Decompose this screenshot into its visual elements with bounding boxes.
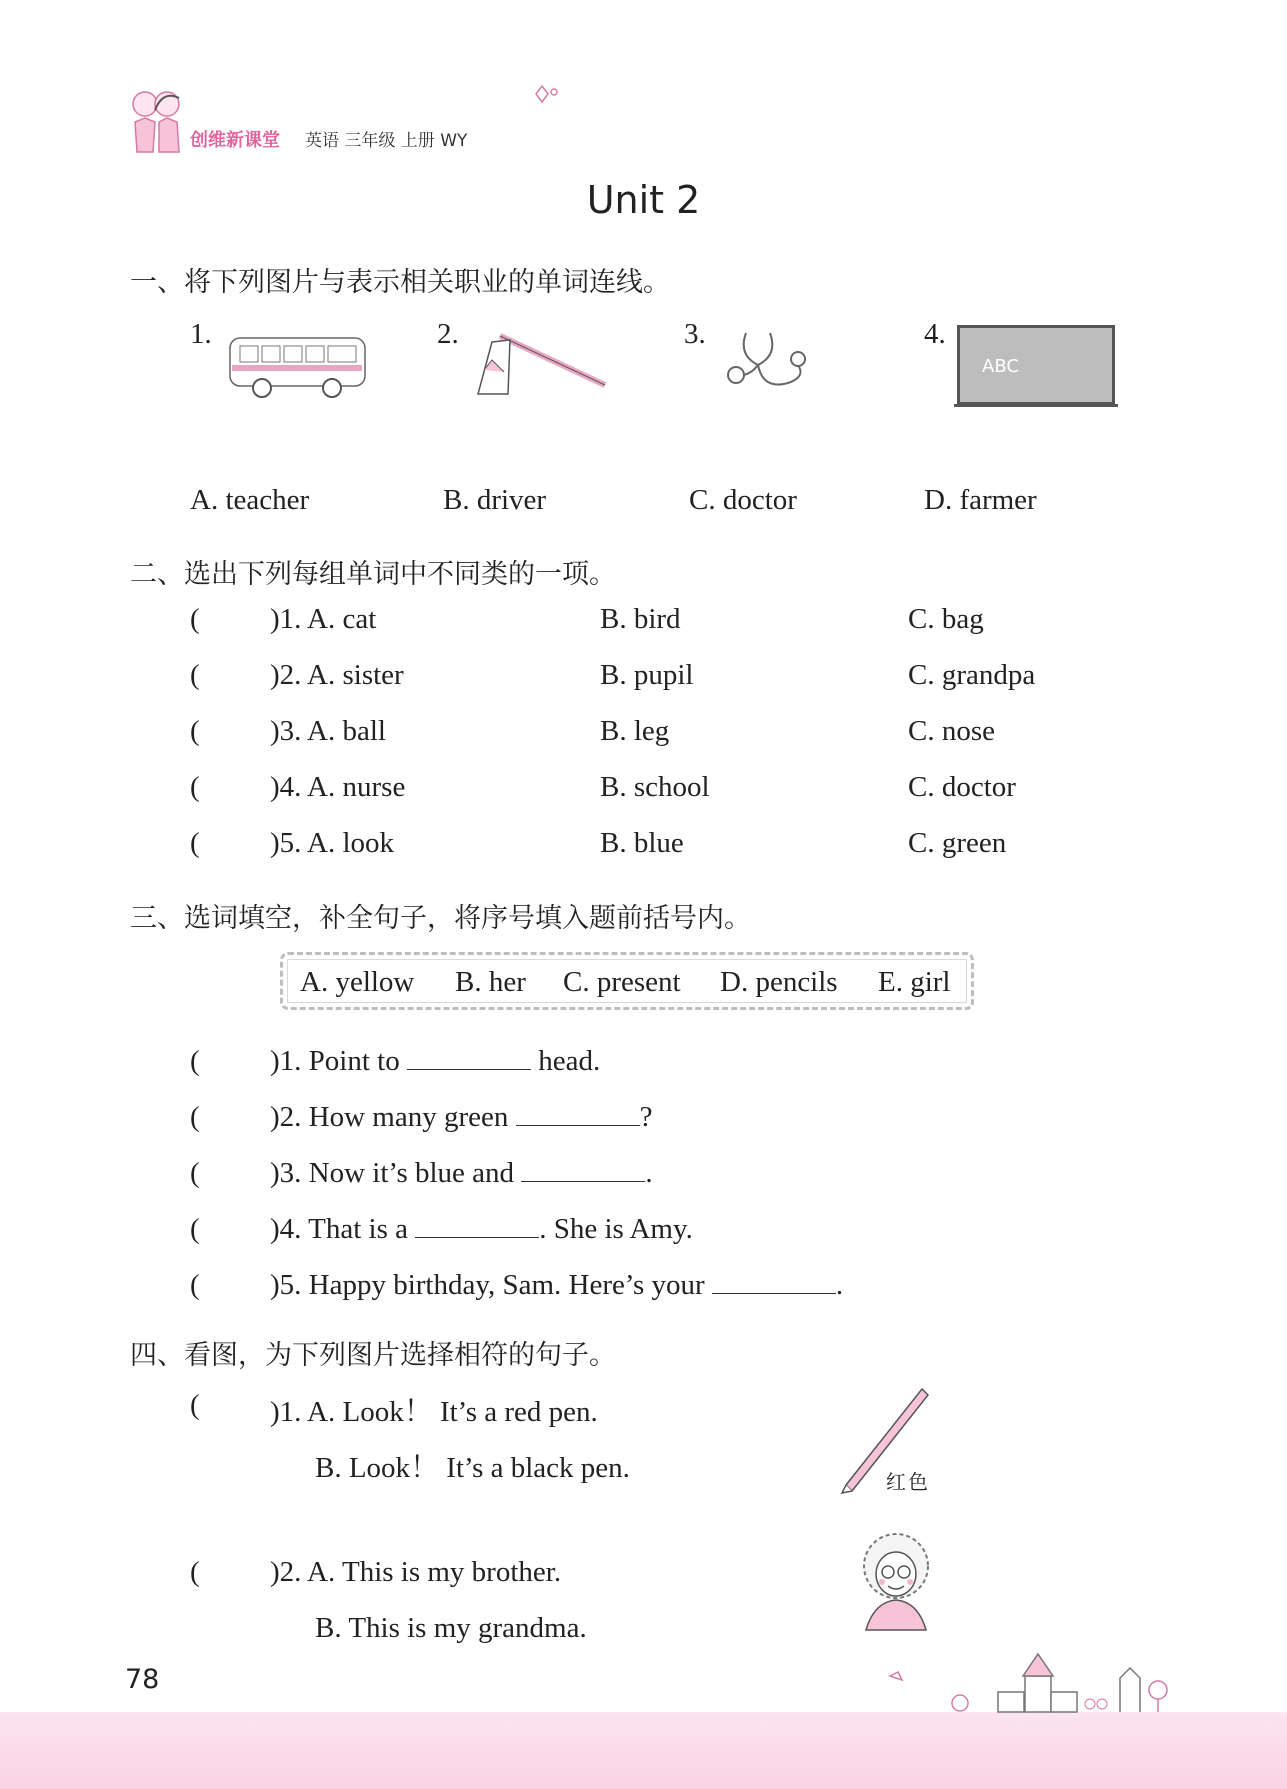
sentence-option-a: )2. A. This is my brother. bbox=[270, 1556, 562, 1588]
sentence-option-b: B. This is my grandma. bbox=[315, 1612, 587, 1644]
blackboard-text: ABC bbox=[982, 356, 1019, 377]
answer-paren[interactable]: ( bbox=[190, 1213, 200, 1245]
sparkle-icon bbox=[530, 82, 560, 107]
blackboard-ledge bbox=[954, 404, 1118, 407]
answer-paren[interactable]: ( bbox=[190, 1269, 200, 1301]
stethoscope-icon bbox=[718, 325, 818, 403]
option-b: B. school bbox=[600, 771, 710, 803]
answer-blank[interactable] bbox=[415, 1213, 539, 1238]
bus-icon bbox=[222, 330, 372, 402]
answer-paren[interactable]: ( bbox=[190, 1157, 200, 1189]
blackboard-icon bbox=[957, 325, 1115, 405]
sentence-option-b: B. Look！ It’s a black pen. bbox=[315, 1452, 630, 1484]
page-header bbox=[125, 82, 625, 162]
answer-blank[interactable] bbox=[407, 1045, 531, 1070]
option-a: )3. A. ball bbox=[270, 715, 386, 747]
word-bank-option: B. her bbox=[455, 966, 526, 998]
option-a: )1. A. cat bbox=[270, 603, 377, 635]
occupation-word: B. driver bbox=[443, 484, 547, 516]
answer-paren[interactable]: ( bbox=[190, 1101, 200, 1133]
option-b: B. leg bbox=[600, 715, 670, 747]
option-b: B. blue bbox=[600, 827, 684, 859]
word-bank-option: A. yellow bbox=[300, 966, 415, 998]
word-bank-option: E. girl bbox=[878, 966, 951, 998]
fill-sentence: )2. How many green ? bbox=[270, 1101, 653, 1133]
section2-title: 二、选出下列每组单词中不同类的一项。 bbox=[130, 559, 616, 590]
picture-number: 2. bbox=[437, 318, 459, 350]
kids-logo-icon bbox=[125, 82, 189, 160]
word-bank-option: D. pencils bbox=[720, 966, 838, 998]
option-c: C. doctor bbox=[908, 771, 1016, 803]
fill-sentence: )4. That is a . She is Amy. bbox=[270, 1213, 693, 1245]
option-a: )5. A. look bbox=[270, 827, 395, 859]
fill-sentence: )3. Now it’s blue and . bbox=[270, 1157, 653, 1189]
answer-blank[interactable] bbox=[521, 1157, 645, 1182]
brand-name: 创维新课堂 bbox=[190, 130, 280, 151]
option-c: C. bag bbox=[908, 603, 984, 635]
fill-sentence: )5. Happy birthday, Sam. Here’s your . bbox=[270, 1269, 844, 1301]
option-a: )4. A. nurse bbox=[270, 771, 406, 803]
section3-title: 三、选词填空，补全句子，将序号填入题前括号内。 bbox=[130, 903, 751, 934]
section4-title: 四、看图，为下列图片选择相符的句子。 bbox=[130, 1340, 616, 1371]
answer-paren[interactable]: ( bbox=[190, 715, 200, 747]
answer-paren[interactable]: ( bbox=[190, 771, 200, 803]
picture-number: 3. bbox=[684, 318, 706, 350]
castle-decoration-icon bbox=[880, 1648, 1170, 1718]
picture-number: 1. bbox=[190, 318, 212, 350]
fill-sentence: )1. Point to head. bbox=[270, 1045, 601, 1077]
option-c: C. nose bbox=[908, 715, 995, 747]
answer-paren[interactable]: ( bbox=[190, 827, 200, 859]
answer-paren[interactable]: ( bbox=[190, 1045, 200, 1077]
book-info: 英语 三年级 上册 WY bbox=[305, 131, 468, 151]
word-bank-option: C. present bbox=[563, 966, 681, 998]
unit-title: Unit 2 bbox=[586, 178, 701, 222]
occupation-word: A. teacher bbox=[190, 484, 310, 516]
option-c: C. green bbox=[908, 827, 1007, 859]
answer-blank[interactable] bbox=[516, 1101, 640, 1126]
picture-number: 4. bbox=[924, 318, 946, 350]
option-a: )2. A. sister bbox=[270, 659, 404, 691]
page-number: 78 bbox=[125, 1664, 160, 1695]
sentence-option-a: )1. A. Look！ It’s a red pen. bbox=[270, 1396, 598, 1428]
answer-paren[interactable]: ( bbox=[190, 659, 200, 691]
option-b: B. pupil bbox=[600, 659, 694, 691]
occupation-word: D. farmer bbox=[924, 484, 1037, 516]
hoe-icon bbox=[470, 330, 610, 402]
option-b: B. bird bbox=[600, 603, 681, 635]
answer-paren[interactable]: ( bbox=[190, 603, 200, 635]
option-c: C. grandpa bbox=[908, 659, 1036, 691]
answer-blank[interactable] bbox=[712, 1269, 836, 1294]
answer-paren[interactable]: ( bbox=[190, 1389, 200, 1421]
grandma-icon bbox=[854, 1530, 938, 1632]
section1-title: 一、将下列图片与表示相关职业的单词连线。 bbox=[130, 267, 670, 298]
picture-label: 红色 bbox=[886, 1470, 930, 1494]
footer-band bbox=[0, 1712, 1287, 1789]
occupation-word: C. doctor bbox=[689, 484, 797, 516]
answer-paren[interactable]: ( bbox=[190, 1556, 200, 1588]
